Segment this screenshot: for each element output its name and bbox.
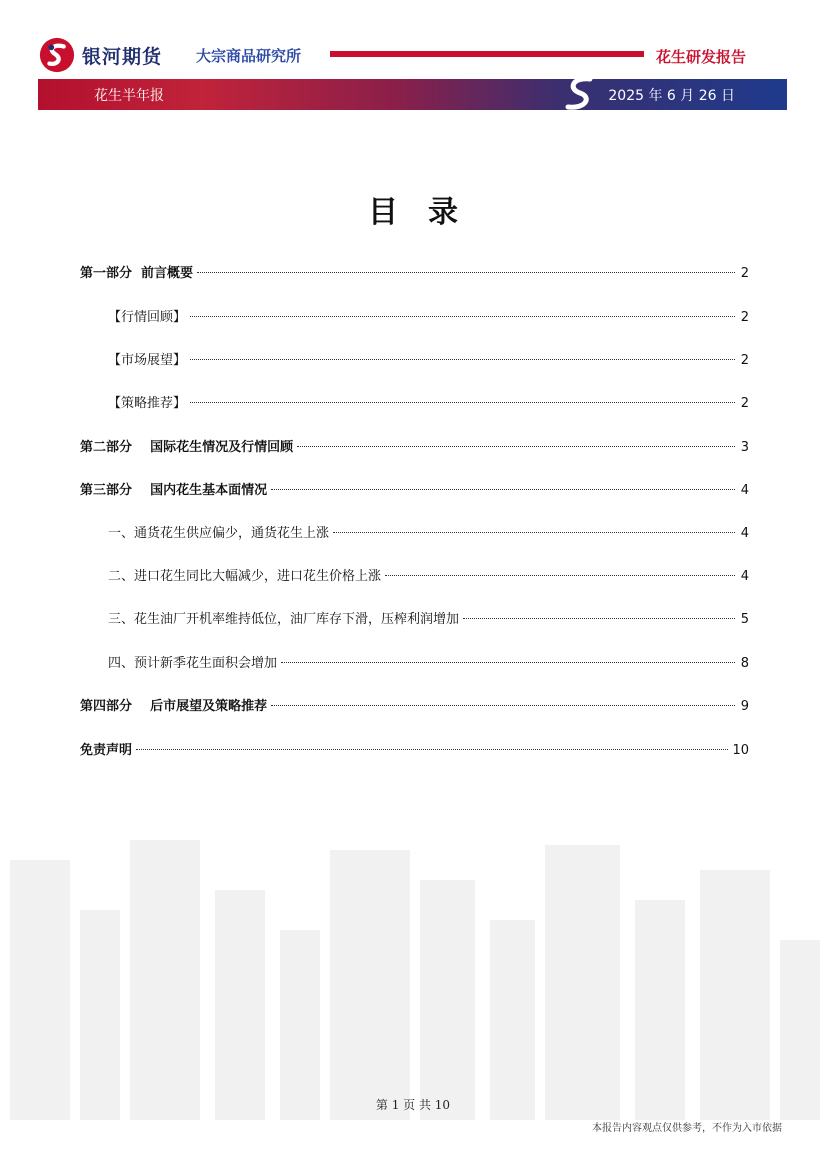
toc-page-number: 4 <box>740 483 749 498</box>
toc-entry-title: 免责声明 <box>80 743 133 758</box>
toc-page-number: 2 <box>740 266 749 281</box>
toc-page-number: 4 <box>740 569 749 584</box>
header-banner <box>38 79 787 110</box>
toc-entry[interactable] <box>80 566 749 588</box>
report-category: 花生半年报 <box>94 88 164 104</box>
dot-leader <box>190 359 735 360</box>
dot-leader <box>190 316 735 317</box>
toc-entry-title: 第一部分 前言概要 <box>80 266 194 281</box>
dot-leader <box>463 618 735 619</box>
institute-name: 大宗商品研究所 <box>196 47 302 65</box>
city-skyline-watermark <box>0 820 826 1120</box>
toc-page-number: 4 <box>740 526 749 541</box>
dot-leader <box>281 662 735 663</box>
toc-entry-title: 【行情回顾】 <box>108 310 187 325</box>
toc-entry-title: 【策略推荐】 <box>108 396 187 411</box>
toc-page-number: 5 <box>740 612 749 627</box>
toc-entry[interactable] <box>80 609 749 631</box>
toc-page-number: 2 <box>740 353 749 368</box>
header-divider <box>330 51 644 57</box>
toc-page-number: 3 <box>740 440 749 455</box>
toc-entry-title: 四、预计新季花生面积会增加 <box>108 656 278 671</box>
toc-page-number: 9 <box>740 699 749 714</box>
toc-page-number: 2 <box>740 396 749 411</box>
toc-entry[interactable] <box>80 437 749 459</box>
dot-leader <box>333 532 735 533</box>
dot-leader <box>190 402 735 403</box>
toc-entry[interactable] <box>80 350 749 372</box>
dot-leader <box>297 446 735 447</box>
toc-page-number: 2 <box>740 310 749 325</box>
toc-entry-title: 一、通货花生供应偏少，通货花生上涨 <box>108 526 330 541</box>
page-indicator: 第 1 页 共 10 <box>375 1098 451 1112</box>
dot-leader <box>271 489 735 490</box>
toc-page-number: 8 <box>740 656 749 671</box>
dot-leader <box>136 749 728 750</box>
company-logo <box>38 36 162 74</box>
toc-entry[interactable] <box>80 653 749 675</box>
dot-leader <box>271 705 735 706</box>
swoosh-icon <box>560 73 600 113</box>
toc-entry-title: 第四部分 后市展望及策略推荐 <box>80 699 268 714</box>
toc-entry[interactable] <box>80 523 749 545</box>
toc-entry-title: 二、进口花生同比大幅减少，进口花生价格上涨 <box>108 569 382 584</box>
dot-leader <box>197 272 735 273</box>
toc-entry-title: 第三部分 国内花生基本面情况 <box>80 483 268 498</box>
toc-entry[interactable] <box>80 480 749 502</box>
dot-leader <box>385 575 735 576</box>
toc-entry[interactable] <box>80 393 749 415</box>
report-date: 2025 年 6 月 26 日 <box>608 88 735 104</box>
toc-entry-title: 三、花生油厂开机率维持低位，油厂库存下滑，压榨利润增加 <box>108 612 460 627</box>
company-name: 银河期货 <box>82 45 163 68</box>
galaxy-logo-icon <box>38 36 76 74</box>
toc-entry-title: 【市场展望】 <box>108 353 187 368</box>
disclaimer-note: 本报告内容观点仅供参考，不作为入市依据 <box>592 1123 782 1134</box>
toc-title: 目录 <box>368 195 488 230</box>
toc-page-number: 10 <box>732 743 749 758</box>
toc-entry[interactable] <box>80 307 749 329</box>
toc-entry[interactable] <box>80 740 749 762</box>
toc-entry[interactable] <box>80 263 749 285</box>
toc-entry[interactable] <box>80 696 749 718</box>
toc-entry-title: 第二部分 国际花生情况及行情回顾 <box>80 440 294 455</box>
report-header <box>0 0 826 115</box>
report-type: 花生研发报告 <box>656 48 747 66</box>
